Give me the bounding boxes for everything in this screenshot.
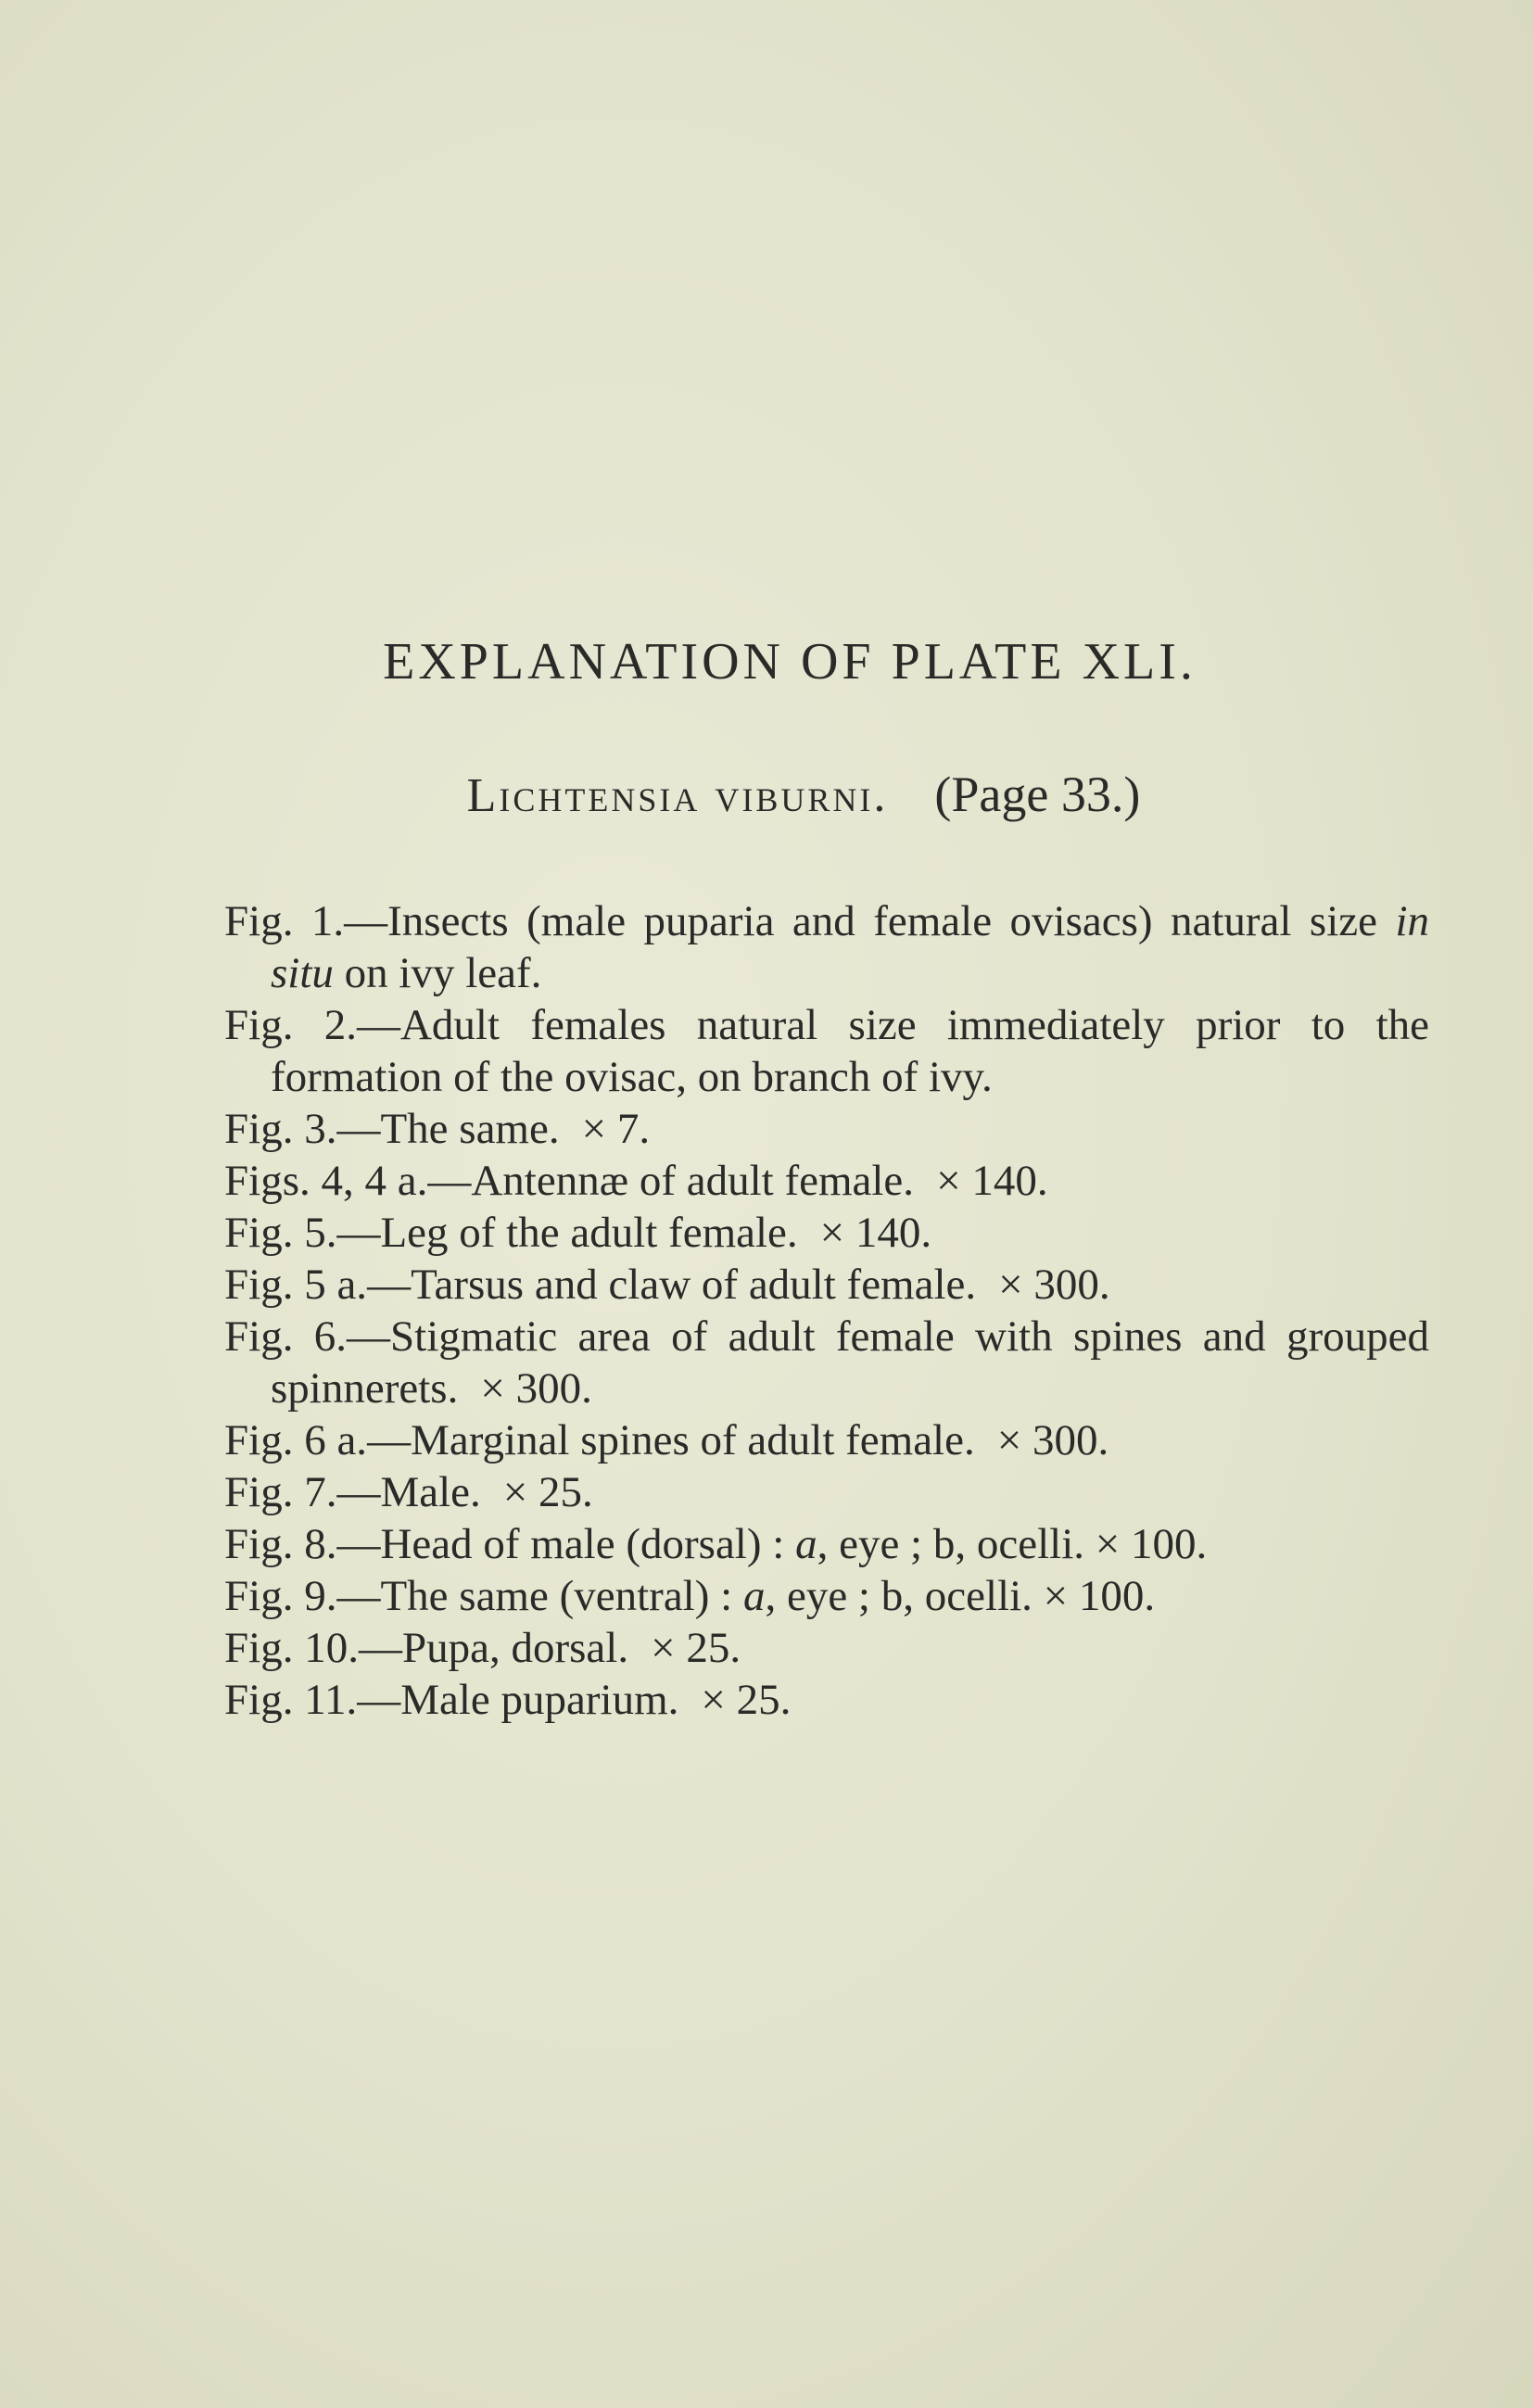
figure-label: Fig. 8. xyxy=(224,1520,337,1568)
magnification: × 300. xyxy=(998,1261,1110,1309)
figure-label: Fig. 10. xyxy=(224,1624,359,1672)
figure-label: Fig. 11. xyxy=(224,1676,358,1724)
magnification: × 25. xyxy=(651,1624,741,1672)
figure-entry-1: Fig. 1.—Insects (male puparia and female ovisacs) natural size in situ on ivy leaf. xyxy=(224,897,1430,997)
magnification: × 25. xyxy=(701,1676,792,1724)
magnification: × 7. xyxy=(581,1105,651,1153)
magnification: × 100. xyxy=(1043,1572,1156,1620)
magnification: × 140. xyxy=(819,1209,932,1257)
figure-entry-9: Fig. 9.—The same (ventral) : a, eye ; b, ocelli. × 100. xyxy=(224,1572,1156,1620)
figure-entry-11: Fig. 11.—Male puparium. × 25. xyxy=(224,1676,792,1724)
figure-label: Fig. 7. xyxy=(224,1468,337,1516)
figure-entry-8: Fig. 8.—Head of male (dorsal) : a, eye ; b, ocelli. × 100. xyxy=(224,1520,1208,1568)
figure-label: Figs. 4, 4 a. xyxy=(224,1157,428,1205)
figure-list xyxy=(224,895,1429,1726)
page-reference: (Page 33.) xyxy=(934,767,1141,822)
magnification: × 25. xyxy=(502,1468,593,1516)
magnification: × 140. xyxy=(936,1157,1048,1205)
figure-label: Fig. 5 a. xyxy=(224,1261,368,1309)
figure-entry-5: Fig. 5.—Leg of the adult female. × 140. xyxy=(224,1209,932,1257)
figure-entry-6a: Fig. 6 a.—Marginal spines of adult female. × 300. xyxy=(224,1416,1109,1464)
figure-label: Fig. 9. xyxy=(224,1572,337,1620)
magnification: × 100. xyxy=(1095,1520,1208,1568)
figure-entry-2: Fig. 2.—Adult females natural size immediately prior to the formation of the ovisac, on branch of ivy. xyxy=(224,1001,1429,1101)
figure-label: Fig. 6. xyxy=(224,1312,348,1361)
figure-entry-10: Fig. 10.—Pupa, dorsal. × 25. xyxy=(224,1624,741,1672)
species-heading xyxy=(0,766,1533,823)
figure-label: Fig. 5. xyxy=(224,1209,337,1257)
figure-label: Fig. 2. xyxy=(224,1001,357,1049)
figure-entry-4: Figs. 4, 4 a.—Antennæ of adult female. × 140. xyxy=(224,1157,1048,1205)
magnification: × 300. xyxy=(996,1416,1109,1464)
magnification: × 300. xyxy=(480,1364,592,1413)
figure-label: Fig. 1. xyxy=(224,897,345,945)
figure-entry-5a: Fig. 5 a.—Tarsus and claw of adult female. × 300. xyxy=(224,1261,1110,1309)
figure-entry-7: Fig. 7.—Male. × 25. xyxy=(224,1468,593,1516)
figure-label: Fig. 3. xyxy=(224,1105,337,1153)
species-name: Lichtensia viburni. xyxy=(466,769,889,822)
plate-title: EXPLANATION OF PLATE XLI. xyxy=(383,633,1197,691)
figure-entry-6: Fig. 6.—Stigmatic area of adult female with spines and grouped spinnerets. × 300. xyxy=(224,1312,1429,1413)
figure-label: Fig. 6 a. xyxy=(224,1416,368,1464)
figure-entry-3: Fig. 3.—The same. × 7. xyxy=(224,1105,651,1153)
